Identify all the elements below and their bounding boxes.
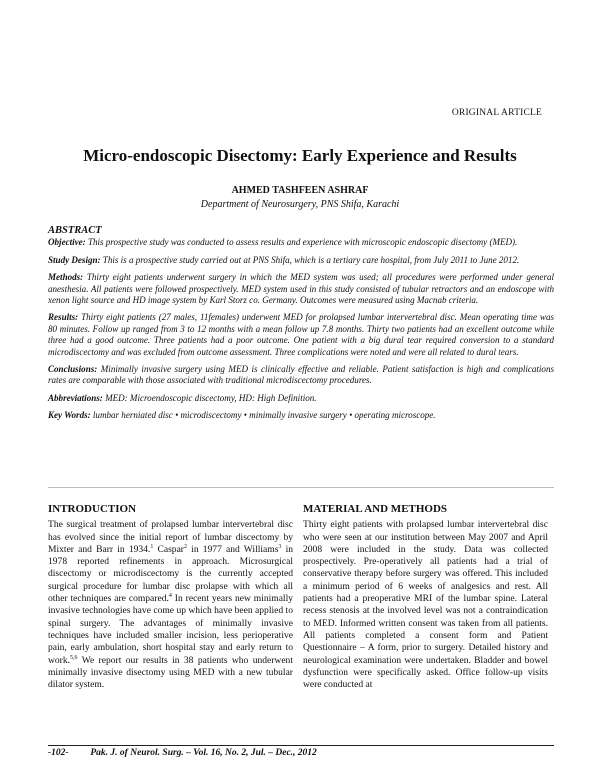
objective-label: Objective: [48,237,86,248]
conclusions-text: Minimally invasive surgery using MED is clinically effective and reliable. Patient satisfaction is high and complications rates are comparable with those associated with traditional microdiscectomy procedures. [48,364,554,386]
conclusions-label: Conclusions: [48,364,98,375]
methods-text: Thirty eight patients underwent surgery in which the MED system was used; all procedures were performed under general anesthesia. All patients were followed prospectively. MED system used in this study consisted of tubular retractors and an endoscope with xenon light source and HD image system by Karl Storz co. Germany. Outcomes were measured using Macnab criteria. [48,272,555,306]
abbreviations-label: Abbreviations: [48,392,103,403]
abstract [48,225,554,428]
abstract-methods [48,272,554,306]
introduction-heading: INTRODUCTION [48,503,137,515]
introduction-column [48,503,293,691]
abstract-conclusions [48,364,554,387]
abbreviations-text: MED: Microendoscopic discectomy, HD: High Definition. [105,392,317,403]
abstract-heading: ABSTRACT [48,225,102,236]
methods-section-text: Thirty eight patients with prolapsed lumbar intervertebral disc who were seen at our institution between May 2007 and April 2008 were included in the study. Data was collected prospectively. Pre-operatively all patients had a trial of conservative therapy before surgery was offered. This included a minimum period of 6 weeks of analgesics and rest. All patients had a preoperative MRI of the lumbar spine. Lateral recess stenosis at the involved level was not a contraindication to MED. Informed written consent was taken from all patients. All patients completed a consent form and Patient Questionnaire – A form, prior to surgery. Detailed history and neurological examination were undertaken. Bladder and bowel dysfunction were specifically asked. Office follow-up visits were conducted at [303,519,548,691]
introduction-text: The surgical treatment of prolapsed lumbar intervertebral disc has evolved since the initial report of lumbar discectomy by Mixter and Barr in 1934.$^1$ Caspar$^2$ in 1977 and Williams$^3$ in 1978 reported refinements in approach. Microsurgical discectomy or microdiscectomy is the currently accepted surgical procedure for lumbar disc prolapse with which all other techniques are compared.$^4$ In recent years new minimally invasive technologies have come up which have been applied to spinal surgery. The advantages of minimally invasive techniques have included smaller incision, less perioperative pain, early ambulation, short hospital stay and early return to work.$^{5,6}$ We report our results in 38 patients who underwent minimally invasive disectomy using MED with a new tubular dilator system. [48,519,294,691]
journal-citation: Pak. J. of Neurol. Surg. – Vol. 16, No. 2, Jul. – Dec., 2012 [90,748,317,758]
abstract-objective [48,237,554,248]
design-label: Study Design: [48,254,101,265]
keywords-label: Key Words: [48,410,91,421]
methods-label: Methods: [48,272,84,283]
results-text: Thirty eight patients (27 males, 11females) underwent MED for prolapsed lumbar intervertebral disc. Mean operating time was 80 minutes. Follow up ranged from 3 to 12 months with a mean follow up 7.8 months. Thirty two patients had an excellent outcome while three had a good outcome. Three patients had a poor outcome. One patient with a big dural tear required conversion to a standard microdiscectomy and was excluded from outcome assessment. Three complications were noted and were all related to dural tears. [48,312,554,357]
page-number: -102- [48,748,69,758]
abstract-keywords [48,410,554,421]
citation-ref: 4 [168,592,172,599]
abstract-results [48,312,554,358]
keywords-text: lumbar herniated disc • microdiscectomy • minimally invasive surgery • operating microscope. [92,410,436,421]
abstract-divider [48,487,554,488]
citation-ref: 1 [150,543,154,550]
citation-ref: 2 [184,543,187,550]
abstract-abbreviations [48,393,554,404]
page-footer [48,745,554,758]
author-name: AHMED TASHFEEN ASHRAF [231,185,369,196]
design-text: This is a prospective study carried out at PNS Shifa, which is a tertiary care hospital, from July 2011 to June 2012. [102,254,520,265]
citation-ref: 5,6 [70,654,78,661]
author-affiliation: Department of Neurosurgery, PNS Shifa, Karachi [200,199,400,210]
citation-ref: 3 [278,543,282,550]
objective-text: This prospective study was conducted to assess results and experience with microscopic endoscopic disectomy (MED). [87,237,518,248]
article-type-label: ORIGINAL ARTICLE [451,108,542,118]
methods-heading: MATERIAL AND METHODS [303,503,448,515]
results-label: Results: [48,312,79,323]
methods-column [303,503,548,691]
abstract-study-design [48,255,554,266]
paper-title: Micro-endoscopic Disectomy: Early Experience and Results [83,146,517,165]
